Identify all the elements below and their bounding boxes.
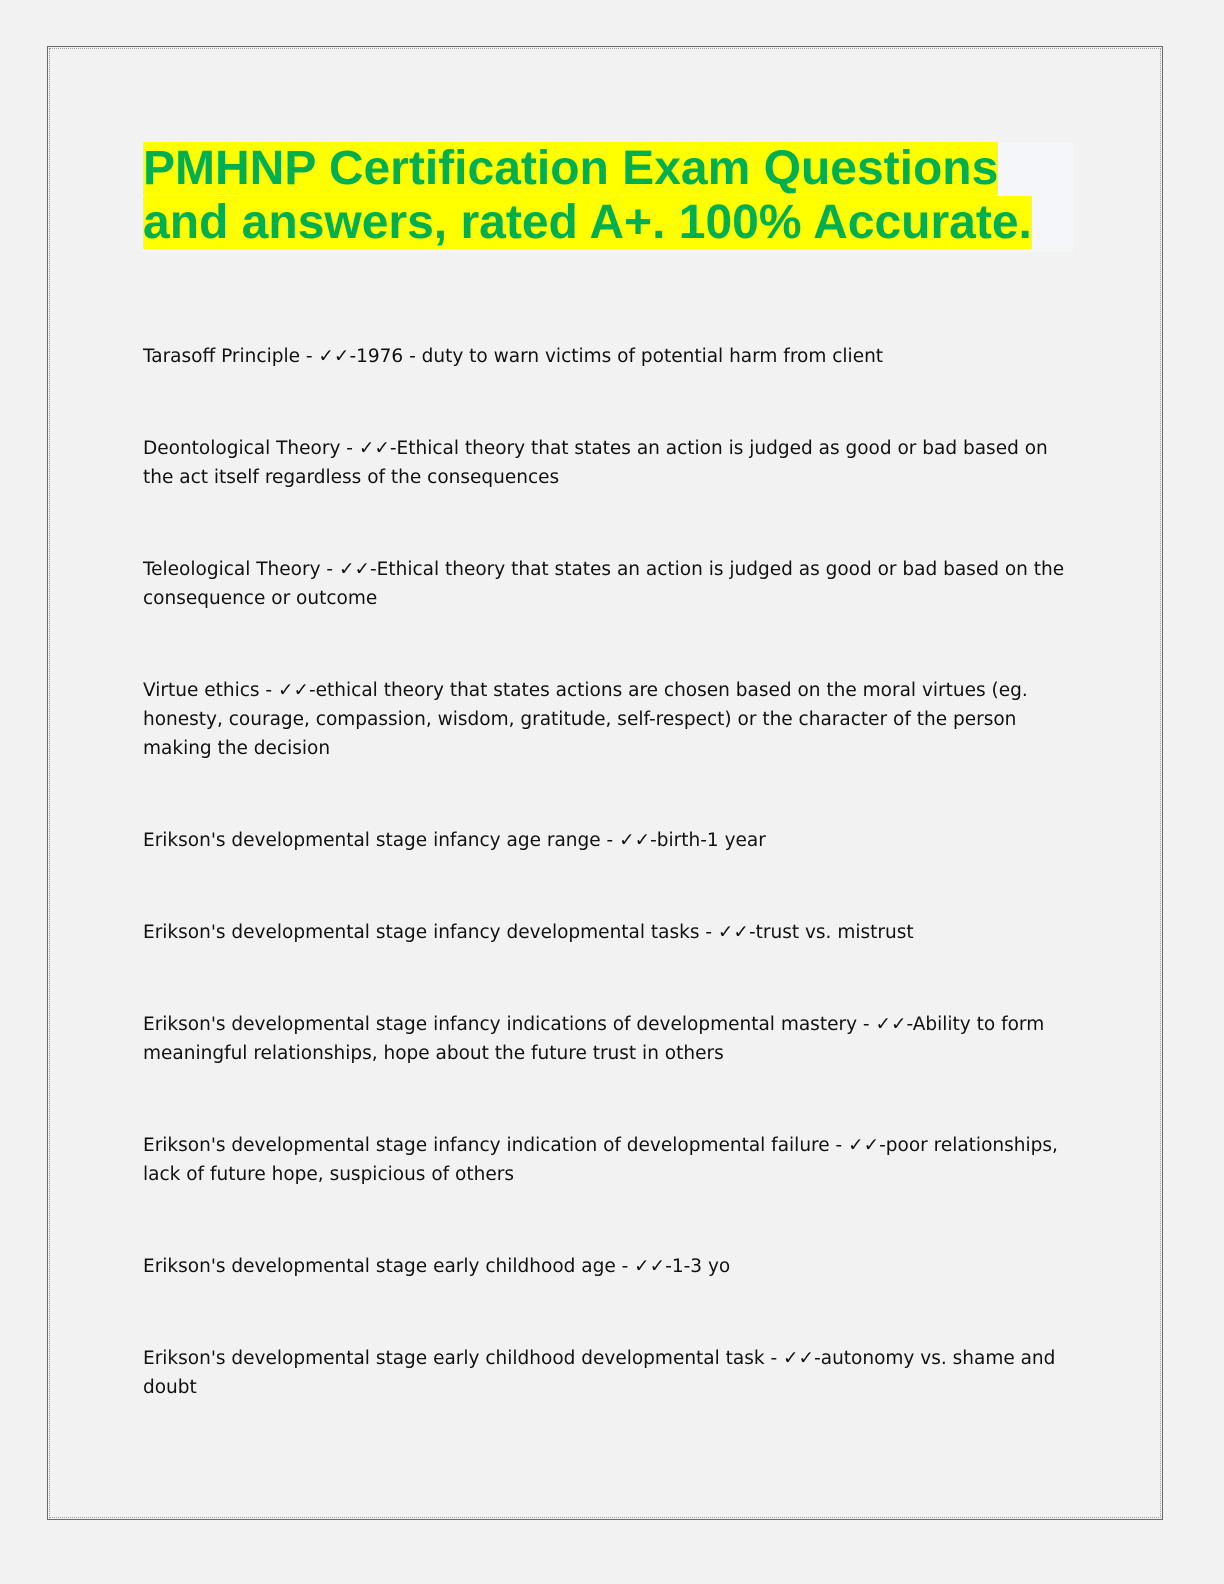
entry-term: Erikson's developmental stage infancy developmental tasks — [143, 922, 700, 943]
double-check-icon: ✓✓ — [717, 922, 749, 943]
qa-entry: Erikson's developmental stage early childhood developmental task - ✓✓-autonomy vs. shame and doubt — [143, 1348, 1056, 1398]
qa-entry: Erikson's developmental stage infancy age range - ✓✓-birth-1 year — [143, 830, 766, 851]
double-check-icon: ✓✓ — [318, 346, 350, 367]
double-check-icon: ✓✓ — [875, 1014, 907, 1035]
title-line-2: and answers, rated A+. 100% Accurate. — [143, 196, 1032, 249]
entry-term: Erikson's developmental stage infancy indications of developmental mastery — [143, 1014, 858, 1035]
entry-answer: -Ethical theory that states an action is judged as good or bad based on the act itself regardless of the consequences — [143, 438, 1048, 488]
double-check-icon: ✓✓ — [783, 1348, 815, 1369]
title-block — [143, 142, 1073, 252]
qa-entry: Deontological Theory - ✓✓-Ethical theory that states an action is judged as good or bad based on the act itself regardless of the consequences — [143, 438, 1048, 488]
entry-term: Tarasoff Principle — [143, 346, 300, 367]
qa-entry: Tarasoff Principle - ✓✓-1976 - duty to warn victims of potential harm from client — [143, 346, 884, 367]
entry-answer: -Ethical theory that states an action is judged as good or bad based on the consequence or outcome — [143, 559, 1065, 609]
double-check-icon: ✓✓ — [619, 830, 651, 851]
entry-term: Teleological Theory — [143, 559, 321, 580]
entry-answer: -1976 - duty to warn victims of potential harm from client — [349, 346, 884, 367]
entry-answer: -birth-1 year — [650, 830, 766, 851]
entry-term: Erikson's developmental stage early childhood developmental task — [143, 1348, 765, 1369]
qa-entry: Teleological Theory - ✓✓-Ethical theory that states an action is judged as good or bad based on the consequence or outcome — [143, 559, 1065, 609]
double-check-icon: ✓✓ — [848, 1135, 880, 1156]
double-check-icon: ✓✓ — [277, 680, 309, 701]
entry-answer: -ethical theory that states actions are chosen based on the moral virtues (eg. honesty, courage, compassion, wisdom, gratitude, self-respect) or the character of the person making the decision — [143, 680, 1028, 759]
entry-term: Erikson's developmental stage infancy age range — [143, 830, 601, 851]
entry-answer: -poor relationships, lack of future hope, suspicious of others — [143, 1135, 1058, 1185]
entry-term: Virtue ethics — [143, 680, 260, 701]
entry-answer: -autonomy vs. shame and doubt — [143, 1348, 1056, 1398]
qa-entry: Erikson's developmental stage early childhood age - ✓✓-1-3 yo — [143, 1256, 731, 1277]
document-title — [143, 142, 1073, 250]
double-check-icon: ✓✓ — [338, 559, 370, 580]
title-line-1: PMHNP Certification Exam Questions — [143, 142, 999, 195]
entry-answer: -Ability to form meaningful relationships, hope about the future trust in others — [143, 1014, 1045, 1064]
double-check-icon: ✓✓ — [634, 1256, 666, 1277]
entry-answer: -trust vs. mistrust — [748, 922, 914, 943]
qa-entry: Virtue ethics - ✓✓-ethical theory that states actions are chosen based on the moral virtues (eg. honesty, courage, compassion, wisdom, gratitude, self-respect) or the character of the person making the decision — [143, 680, 1028, 759]
qa-entry-list — [143, 342, 1073, 1402]
entry-term: Deontological Theory — [143, 438, 341, 459]
qa-entry: Erikson's developmental stage infancy indications of developmental mastery - ✓✓-Ability to form meaningful relationships, hope about the future trust in others — [143, 1014, 1045, 1064]
double-check-icon: ✓✓ — [358, 438, 390, 459]
qa-entry: Erikson's developmental stage infancy indication of developmental failure - ✓✓-poor relationships, lack of future hope, suspicious of others — [143, 1135, 1058, 1185]
entry-term: Erikson's developmental stage infancy indication of developmental failure — [143, 1135, 830, 1156]
entry-term: Erikson's developmental stage early childhood age — [143, 1256, 616, 1277]
qa-entry: Erikson's developmental stage infancy developmental tasks - ✓✓-trust vs. mistrust — [143, 922, 914, 943]
entry-answer: -1-3 yo — [665, 1256, 731, 1277]
